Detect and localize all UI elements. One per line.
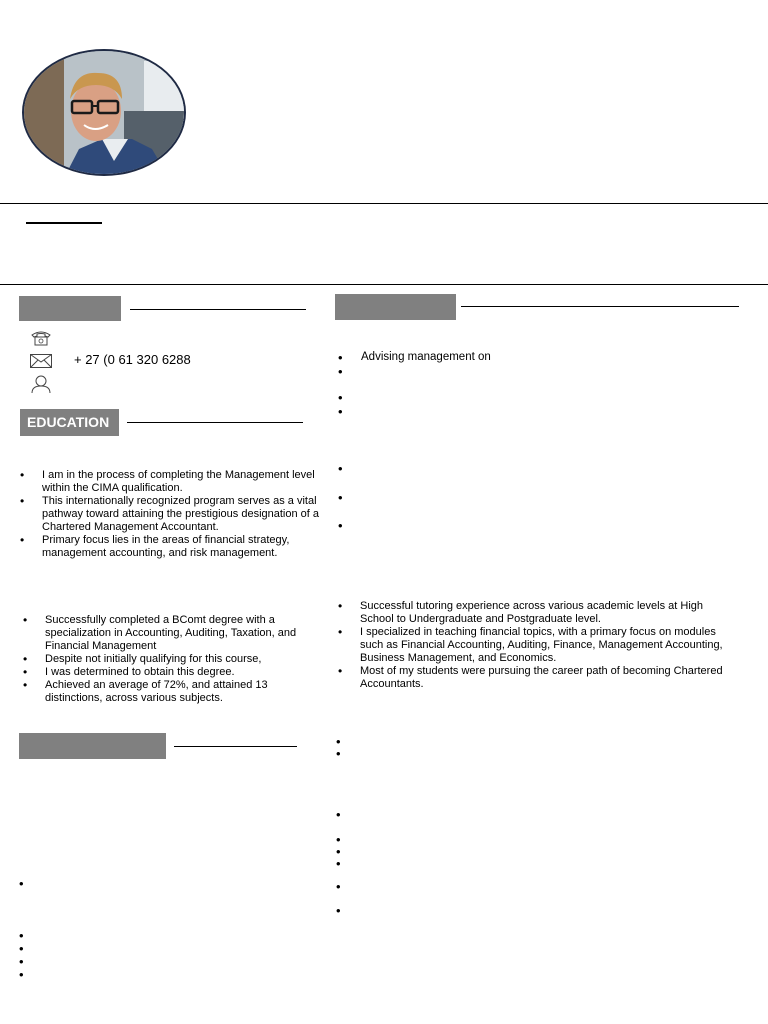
empty-bullet: • [336,856,341,871]
empty-bullet: • [338,461,343,476]
name-underline [26,222,102,224]
empty-bullet: • [19,876,24,891]
contact-heading-box [19,296,121,321]
advising-item: Advising management on [361,351,491,363]
empty-bullet: • [336,746,341,761]
empty-bullet: • [336,832,341,847]
empty-bullet: • [19,967,24,982]
list-item: • Achieved an average of 72%, and attained 13 distinctions, across various subjects. [45,679,307,705]
list-item: • This internationally recognized program serves as a vital pathway toward attaining the prestigious designation of a Chartered Management Accountant. [42,495,320,534]
list-item: • I specialized in teaching financial topics, with a primary focus on modules such as Financial Accounting, Auditing, Finance, Management Accounting, Business Management, and Economics. [360,626,732,665]
profile-photo-graphic [24,51,186,176]
empty-bullet: • [338,518,343,533]
empty-bullet: • [338,390,343,405]
empty-bullet: • [338,490,343,505]
empty-bullet: • [19,941,24,956]
list-item: • Successful tutoring experience across various academic levels at High School to Undergraduate and Postgraduate level. [360,600,732,626]
tutoring-list [360,600,732,691]
list-item: • Despite not initially qualifying for this course, [45,653,307,666]
bullet: • [338,350,343,365]
empty-bullet: • [336,844,341,859]
skills-heading-rule [174,746,297,747]
empty-bullet: • [338,364,343,379]
contact-heading-rule [130,309,306,310]
empty-bullet: • [336,903,341,918]
empty-bullet: • [19,928,24,943]
skills-heading-box [19,733,166,759]
empty-bullet: • [338,404,343,419]
empty-bullet: • [336,807,341,822]
empty-bullet: • [336,734,341,749]
phone-icon [30,330,52,346]
empty-bullet: • [336,879,341,894]
experience-heading-box [335,294,456,320]
empty-bullet: • [19,954,24,969]
person-icon [31,375,51,394]
cima-list [42,469,320,560]
list-item: • Most of my students were pursuing the career path of becoming Chartered Accountants. [360,665,732,691]
experience-heading-rule [461,306,739,307]
list-item: • Primary focus lies in the areas of financial strategy, management accounting, and risk management. [42,534,320,560]
header-divider-top [0,203,768,204]
education-heading: EDUCATION [20,409,119,436]
envelope-icon [30,354,52,368]
list-item: • I was determined to obtain this degree. [45,666,307,679]
bcomt-list [45,614,307,705]
education-heading-rule [127,422,303,423]
phone-number: + 27 (0 61 320 6288 [74,352,191,367]
list-item: • I am in the process of completing the Management level within the CIMA qualification. [42,469,320,495]
list-item: • Successfully completed a BComt degree with a specialization in Accounting, Auditing, Taxation, and Financial Management [45,614,307,653]
header-divider-bottom [0,284,768,285]
profile-photo [22,49,186,176]
